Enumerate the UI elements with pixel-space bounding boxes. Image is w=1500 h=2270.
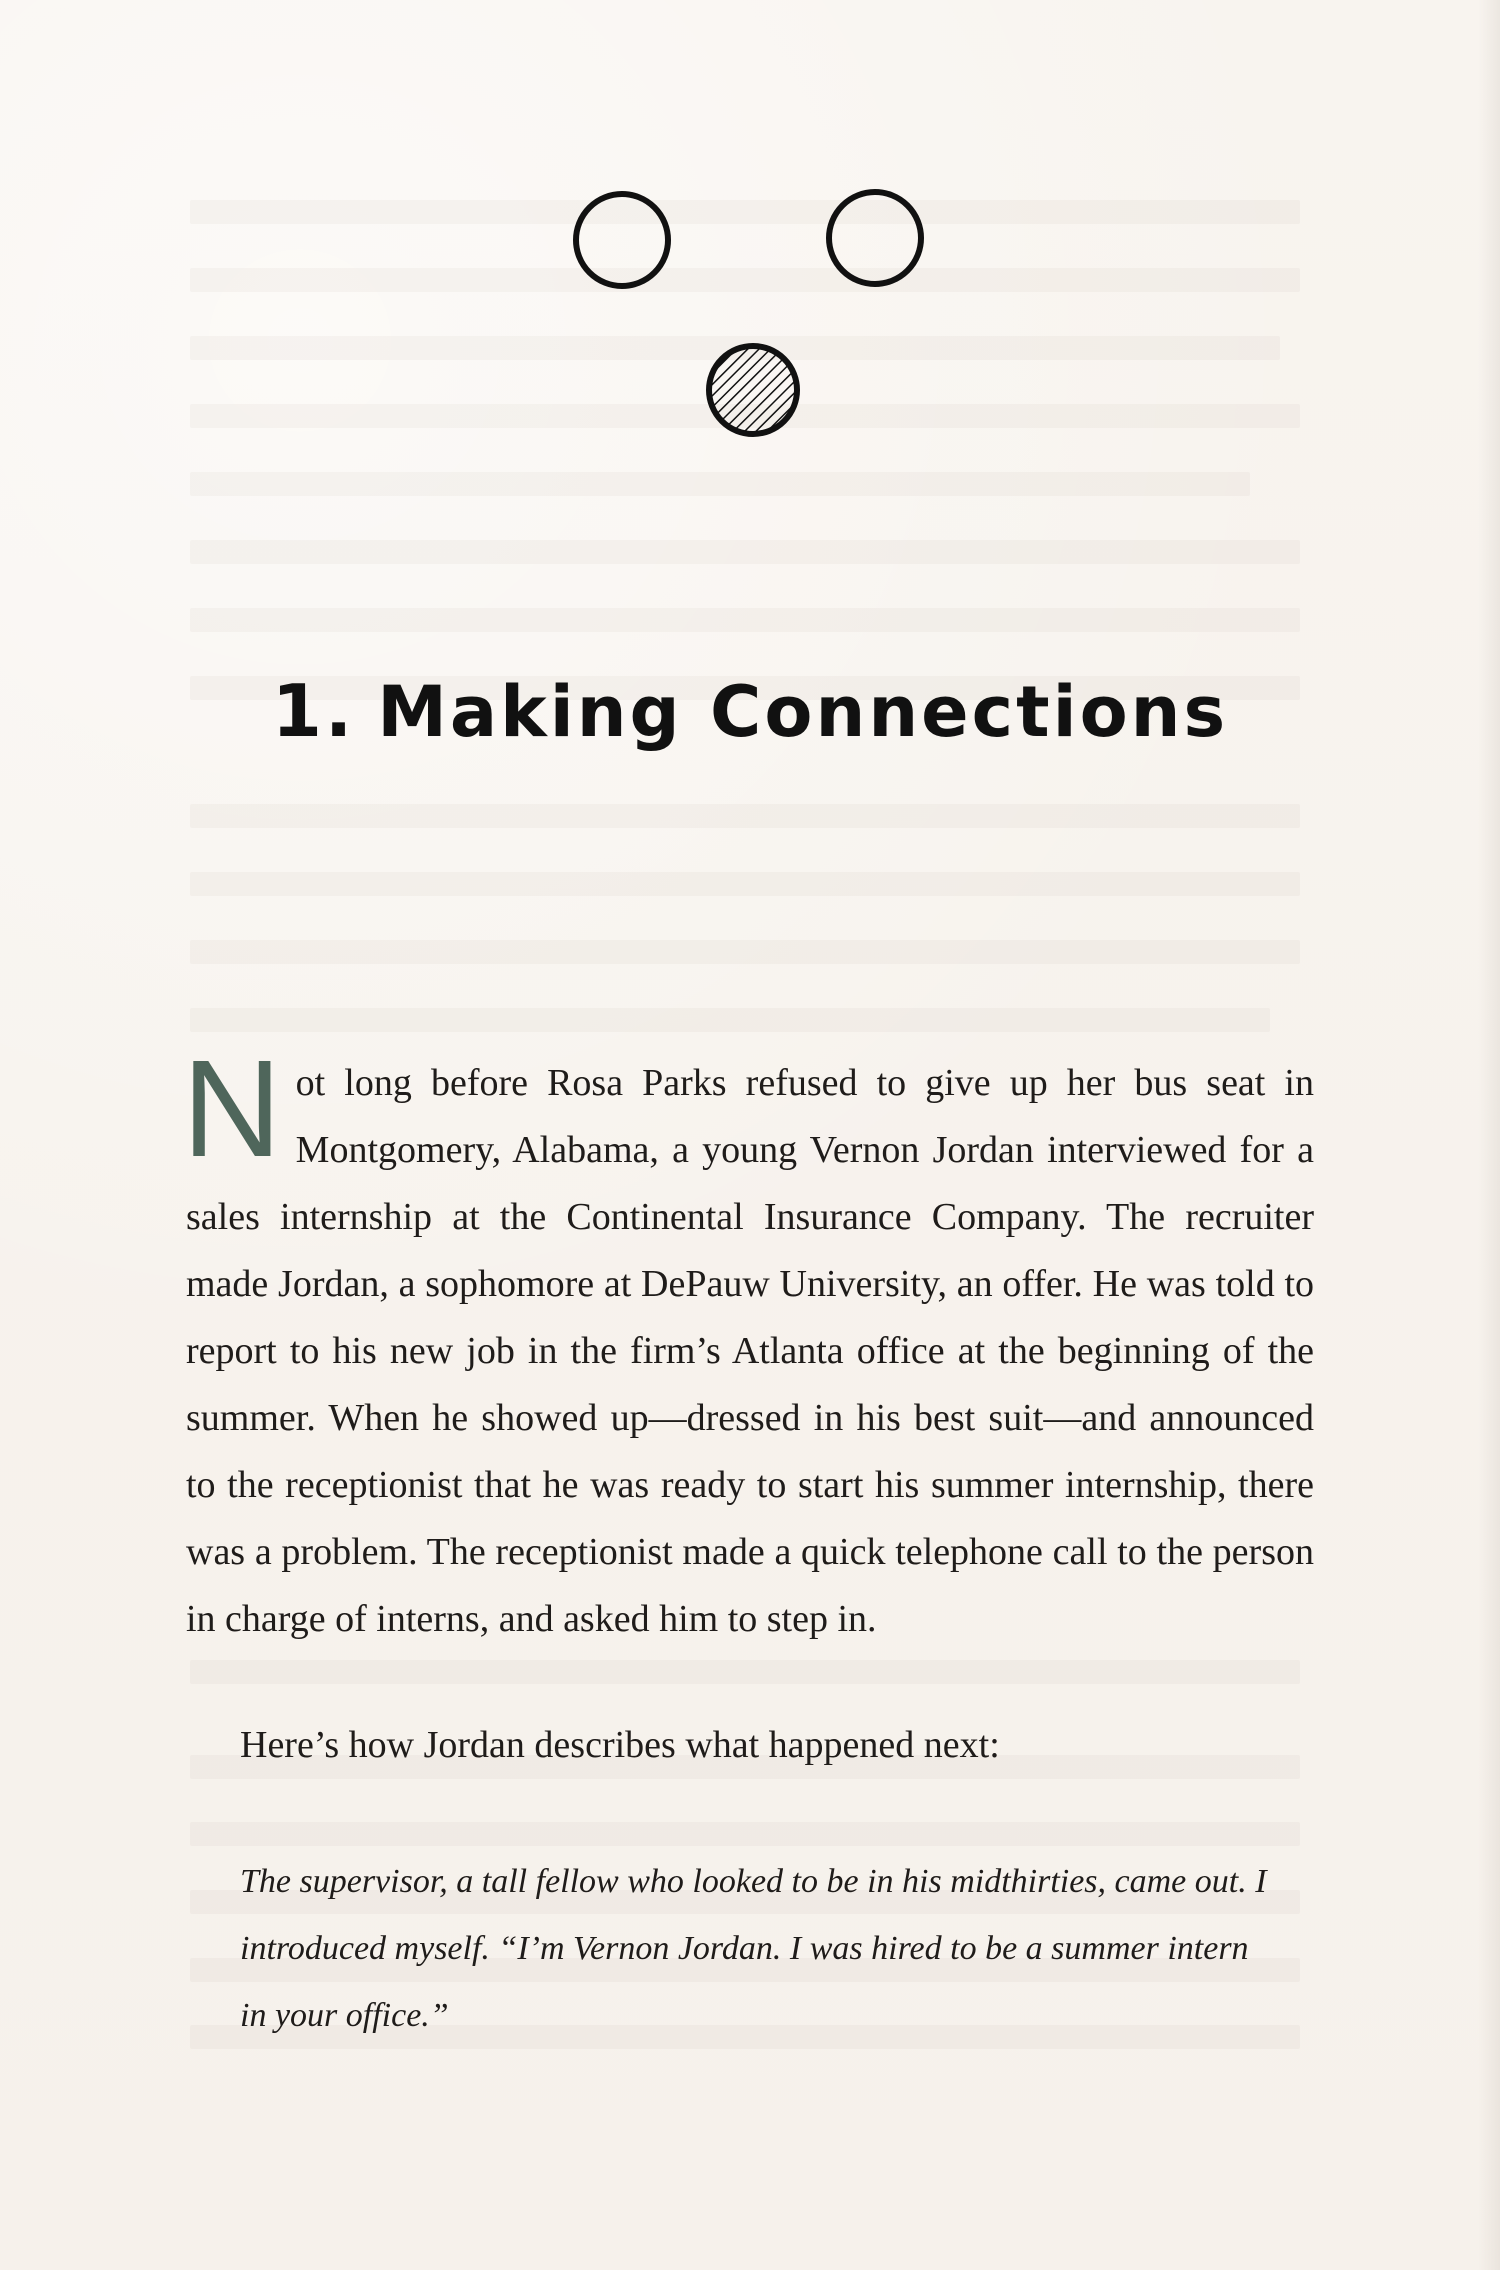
bleed-through-line [190, 804, 1300, 828]
body-paragraph-2: Here’s how Jordan describes what happened next: [240, 1724, 1000, 1766]
chapter-number: 1. [271, 669, 356, 753]
chapter-title-text: Making Connections [377, 671, 1229, 753]
three-circles-icon [560, 185, 940, 445]
outline-circle-left [576, 194, 668, 286]
outline-circle-right [829, 192, 921, 284]
chapter-title [0, 669, 1500, 753]
bleed-through-line [190, 1660, 1300, 1684]
bleed-through-line [190, 940, 1300, 964]
page-edge-shadow [1478, 0, 1500, 2270]
bleed-through-line [190, 1822, 1300, 1846]
bleed-through-line [190, 540, 1300, 564]
bleed-through-line [190, 872, 1300, 896]
hatched-circle [709, 346, 797, 434]
bleed-through-line [190, 472, 1250, 496]
drop-cap: N [182, 1032, 282, 1186]
block-quote: The supervisor, a tall fellow who looked to be in his midthirties, came out. I introduced myself. “I’m Vernon Jordan. I was hired to be a summer intern in your office.” [240, 1863, 1267, 2034]
paragraph-text: ot long before Rosa Parks refused to give up her bus seat in Montgomery, Alabama, a young Vernon Jordan interviewed for a sales internship at the Continental Insurance Company. The recruiter made Jordan, a sophomore at DePauw University, an offer. He was told to report to his new job in the firm’s Atlanta office at the beginning of the summer. When he showed up—dressed in his best suit—and announced to the receptionist that he was ready to start his summer internship, there was a problem. The receptionist made a quick telephone call to the person in charge of interns, and asked him to step in. [186, 1062, 1314, 1640]
bleed-through-line [190, 1008, 1270, 1032]
body-paragraph-1 [182, 1032, 1314, 1653]
bleed-through-line [190, 608, 1300, 632]
